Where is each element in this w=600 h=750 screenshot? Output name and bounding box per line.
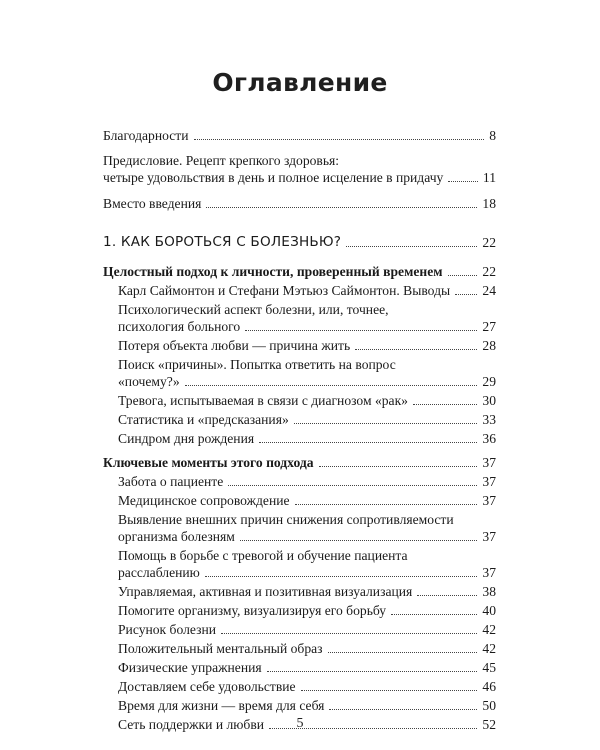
dot-leader [328, 651, 478, 653]
table-of-contents [103, 127, 496, 733]
toc-entry-acknowledgements[interactable] [103, 127, 496, 144]
dot-leader [448, 274, 478, 276]
toc-page-number: 50 [482, 698, 496, 713]
dot-leader [319, 465, 478, 467]
toc-section-label: Ключевые моменты этого подхода [103, 455, 314, 470]
toc-subentry[interactable] [103, 430, 496, 447]
toc-chapter-1[interactable] [103, 234, 496, 251]
toc-section-holistic-approach[interactable] [103, 263, 496, 280]
toc-page-number: 37 [482, 455, 496, 470]
toc-subentry[interactable] [103, 621, 496, 638]
toc-subentry[interactable] [103, 492, 496, 509]
dot-leader [228, 484, 477, 486]
toc-page-number: 36 [482, 431, 496, 446]
toc-entry-label: Карл Саймонтон и Стефани Мэтьюз Саймонтон. Выводы [118, 283, 451, 298]
toc-page-number: 33 [482, 412, 496, 427]
toc-subentry[interactable] [103, 678, 496, 695]
toc-entry-label: Тревога, испытываемая в связи с диагнозом «рак» [118, 393, 408, 408]
toc-page-number: 22 [482, 235, 496, 250]
toc-entry-preface[interactable] [103, 152, 496, 186]
toc-entry-label-line1: Помощь в борьбе с тревогой и обучение пациента [118, 548, 408, 563]
toc-subentry[interactable] [103, 640, 496, 657]
toc-page-number: 46 [482, 679, 496, 694]
dot-leader [301, 689, 478, 691]
toc-entry-label: Медицинское сопровождение [118, 493, 290, 508]
toc-entry-label: Положительный ментальный образ [118, 641, 323, 656]
toc-subentry[interactable] [103, 697, 496, 714]
dot-leader [413, 403, 477, 405]
dot-leader [245, 329, 477, 331]
dot-leader [294, 422, 478, 424]
dot-leader [259, 441, 477, 443]
dot-leader [194, 138, 485, 140]
toc-subentry[interactable] [103, 337, 496, 354]
toc-entry-label: психология больного [118, 319, 241, 334]
toc-page-number: 30 [482, 393, 496, 408]
toc-entry-label: Время для жизни — время для себя [118, 698, 325, 713]
dot-leader [355, 348, 477, 350]
dot-leader [329, 708, 477, 710]
toc-page-number: 42 [482, 641, 496, 656]
dot-leader [391, 613, 477, 615]
toc-entry-label: Забота о пациенте [118, 474, 224, 489]
toc-section-key-points[interactable] [103, 454, 496, 471]
toc-page-number: 38 [482, 584, 496, 599]
toc-entry-label: Рисунок болезни [118, 622, 216, 637]
toc-page-number: 27 [482, 319, 496, 334]
toc-page-number: 37 [482, 529, 496, 544]
toc-entry-label: Сеть поддержки и любви [118, 717, 265, 732]
toc-page-number: 18 [482, 196, 496, 211]
toc-page-number: 22 [482, 264, 496, 279]
toc-entry-label: Благодарности [103, 128, 189, 143]
toc-entry-label-line1: Предисловие. Рецепт крепкого здоровья: [103, 153, 340, 168]
toc-subentry[interactable] [103, 602, 496, 619]
toc-page-number: 24 [482, 283, 496, 298]
toc-subentry[interactable] [103, 392, 496, 409]
toc-entry-label: «почему?» [118, 374, 180, 389]
toc-entry-label: Потеря объекта любви — причина жить [118, 338, 351, 353]
toc-entry-label: расслаблению [118, 565, 200, 580]
toc-entry-label-line1: Поиск «причины». Попытка ответить на вопрос [118, 357, 396, 372]
toc-entry-label-line1: Выявление внешних причин снижения сопротивляемости [118, 512, 454, 527]
toc-page-number: 11 [482, 170, 496, 185]
toc-entry-instead-of-intro[interactable] [103, 195, 496, 212]
toc-entry-label: Доставляем себе удовольствие [118, 679, 296, 694]
toc-subentry[interactable] [103, 659, 496, 676]
dot-leader [346, 245, 477, 247]
dot-leader [455, 293, 477, 295]
dot-leader [417, 594, 477, 596]
toc-subentry[interactable] [103, 411, 496, 428]
toc-entry-label-line1: Психологический аспект болезни, или, точнее, [118, 302, 389, 317]
toc-subentry[interactable] [103, 356, 496, 390]
dot-leader [267, 670, 478, 672]
toc-page-number: 37 [482, 474, 496, 489]
toc-chapter-label: 1. КАК БОРОТЬСЯ С БОЛЕЗНЬЮ? [103, 234, 342, 250]
toc-subentry[interactable] [103, 583, 496, 600]
dot-leader [221, 632, 477, 634]
dot-leader [295, 503, 478, 505]
dot-leader [240, 539, 478, 541]
toc-entry-label: четыре удовольствия в день и полное исцеление в придачу [103, 170, 444, 185]
toc-subentry[interactable] [103, 473, 496, 490]
dot-leader [448, 180, 478, 182]
dot-leader [185, 384, 478, 386]
page-number: 5 [296, 716, 304, 731]
toc-page-number: 8 [489, 128, 496, 143]
toc-entry-label: Статистика и «предсказания» [118, 412, 289, 427]
toc-section-label: Целостный подход к личности, проверенный временем [103, 264, 443, 279]
dot-leader [205, 575, 478, 577]
toc-subentry[interactable] [103, 511, 496, 545]
toc-entry-label: Вместо введения [103, 196, 202, 211]
toc-page-number: 42 [482, 622, 496, 637]
toc-entry-label: организма болезням [118, 529, 235, 544]
toc-page-number: 45 [482, 660, 496, 675]
page-title: Оглавление [212, 68, 388, 97]
toc-entry-label: Физические упражнения [118, 660, 262, 675]
toc-entry-label: Помогите организму, визуализируя его борьбу [118, 603, 387, 618]
toc-entry-label: Синдром дня рождения [118, 431, 255, 446]
toc-page-number: 37 [482, 493, 496, 508]
toc-subentry[interactable] [103, 547, 496, 581]
toc-subentry[interactable] [103, 282, 496, 299]
toc-page-number: 40 [482, 603, 496, 618]
toc-page-number: 37 [482, 565, 496, 580]
toc-subentry[interactable] [103, 301, 496, 335]
toc-entry-label: Управляемая, активная и позитивная визуализация [118, 584, 413, 599]
toc-page-number: 28 [482, 338, 496, 353]
toc-page-number: 52 [482, 717, 496, 732]
toc-page-number: 29 [482, 374, 496, 389]
dot-leader [206, 206, 477, 208]
